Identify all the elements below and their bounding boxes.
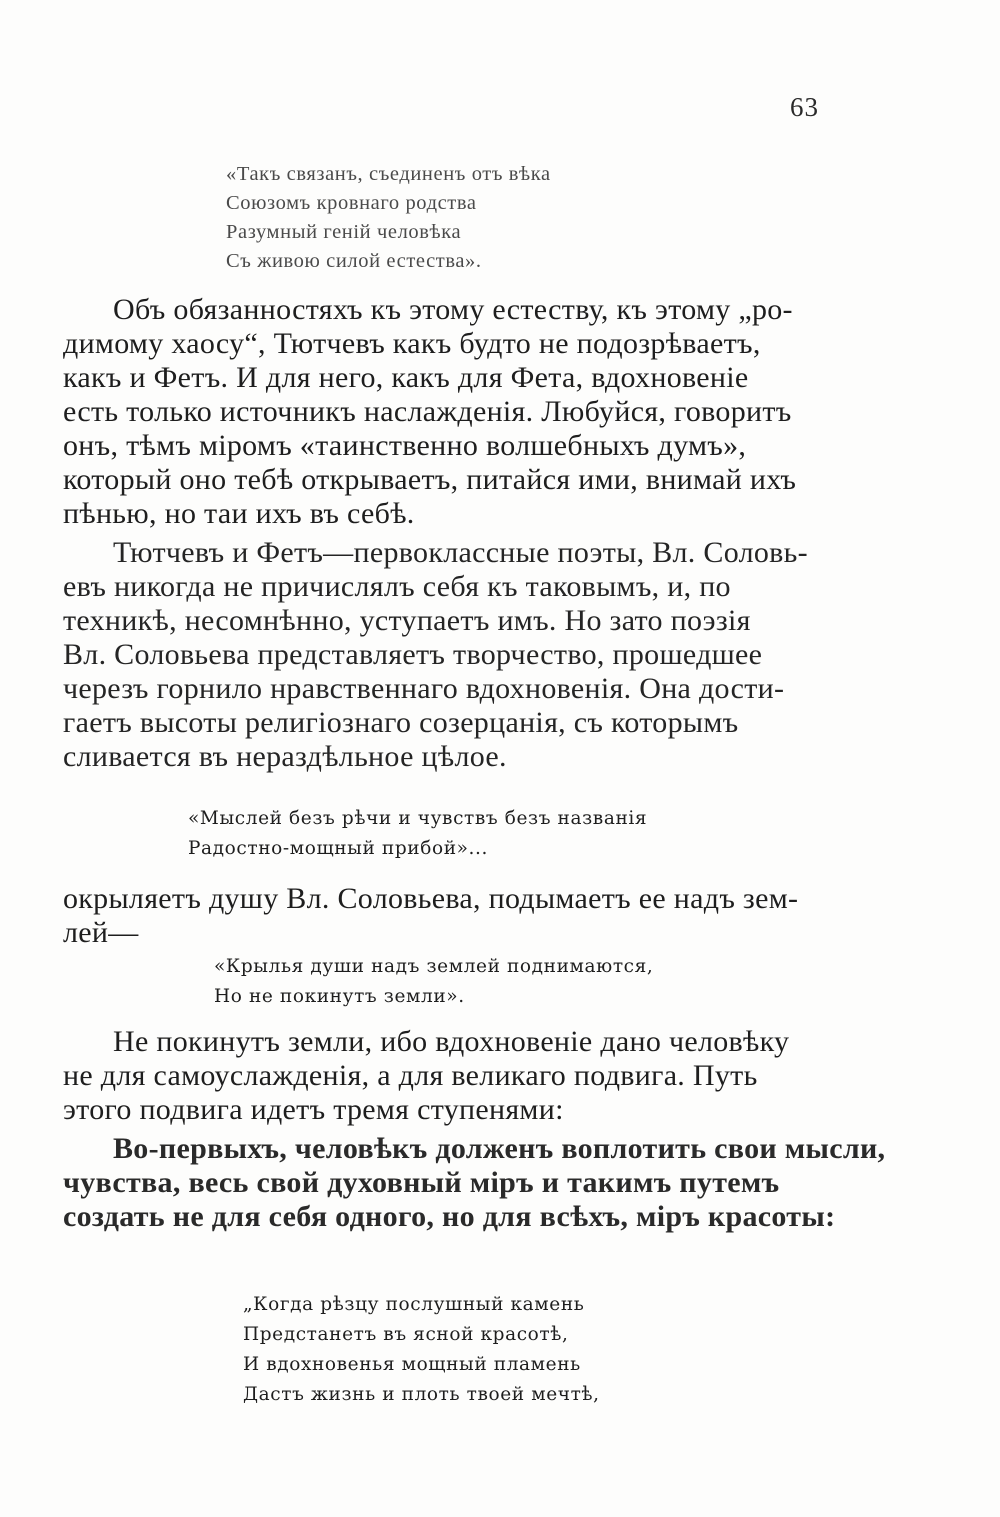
text-line: лей— [63, 916, 139, 949]
paragraph-3 [63, 882, 863, 950]
verse-line: «Крылья души надъ землей поднимаются, [214, 956, 654, 977]
text-line: онъ, тѣмъ міромъ «таинственно волшебныхъ думъ», [63, 429, 747, 462]
text-line: этого подвига идетъ тремя ступенями: [63, 1093, 564, 1126]
text-line: какъ и Фетъ. И для него, какъ для Фета, вдохновеніе [63, 361, 749, 394]
verse-line: «Мыслей безъ рѣчи и чувствъ безъ названія [188, 808, 648, 829]
verse-line: Предстанетъ въ ясной красотѣ, [243, 1324, 569, 1345]
verse-quote-3 [214, 952, 653, 1012]
text-line: димому хаосу“, Тютчевъ какъ будто не подозрѣваетъ, [63, 327, 761, 360]
text-line: Тютчевъ и Фетъ—первоклассные поэты, Вл. Соловь- [113, 536, 808, 569]
paragraph-4 [63, 1025, 863, 1127]
text-line: Не покинутъ земли, ибо вдохновеніе дано человѣку [113, 1025, 790, 1058]
verse-line: Союзомъ кровнаго родства [226, 192, 477, 214]
paragraph-2 [63, 536, 863, 774]
text-line: создать не для себя одного, но для всѣхъ, міръ красоты: [63, 1200, 836, 1233]
text-line: есть только источникъ наслажденія. Любуйся, говоритъ [63, 395, 792, 428]
text-line: чувства, весь свой духовный міръ и такимъ путемъ [63, 1166, 780, 1199]
verse-quote-4 [243, 1290, 600, 1410]
paragraph-5 [63, 1132, 886, 1234]
text-line: окрыляетъ душу Вл. Соловьева, подымаетъ ее надъ зем- [63, 882, 799, 915]
verse-quote-2 [188, 804, 647, 864]
verse-line: „Когда рѣзцу послушный камень [243, 1294, 585, 1315]
text-line: евъ никогда не причислялъ себя къ таковымъ, и, по [63, 570, 731, 603]
text-line: пѣнью, но таи ихъ въ себѣ. [63, 497, 415, 530]
verse-line: Но не покинутъ земли». [214, 986, 465, 1007]
paragraph-1 [63, 293, 863, 531]
verse-line: Дастъ жизнь и плоть твоей мечтѣ, [243, 1384, 600, 1405]
text-line: сливается въ нераздѣльное цѣлое. [63, 740, 507, 773]
text-line: техникѣ, несомнѣнно, уступаетъ имъ. Но зато поэзія [63, 604, 751, 637]
verse-line: Разумный геній человѣка [226, 221, 462, 243]
verse-quote-1 [226, 160, 551, 276]
page-number: 63 [790, 92, 819, 122]
text-line: Объ обязанностяхъ къ этому естеству, къ этому „ро- [113, 293, 793, 326]
text-line: который оно тебѣ открываетъ, питайся ими, внимай ихъ [63, 463, 797, 496]
verse-line: Радостно-мощный прибой»... [188, 838, 488, 859]
text-line: гаетъ высоты религіознаго созерцанія, съ которымъ [63, 706, 739, 739]
verse-line: И вдохновенья мощный пламень [243, 1354, 581, 1375]
verse-line: Съ живою силой естества». [226, 250, 482, 272]
verse-line: «Такъ связанъ, съединенъ отъ вѣка [226, 163, 551, 185]
text-line: Вл. Соловьева представляетъ творчество, прошедшее [63, 638, 763, 671]
text-line: черезъ горнило нравственнаго вдохновенія. Она дости- [63, 672, 785, 705]
text-line: Во-первыхъ, человѣкъ долженъ воплотить свои мысли, [113, 1132, 886, 1165]
text-line: не для самоуслажденія, а для великаго подвига. Путь [63, 1059, 758, 1092]
